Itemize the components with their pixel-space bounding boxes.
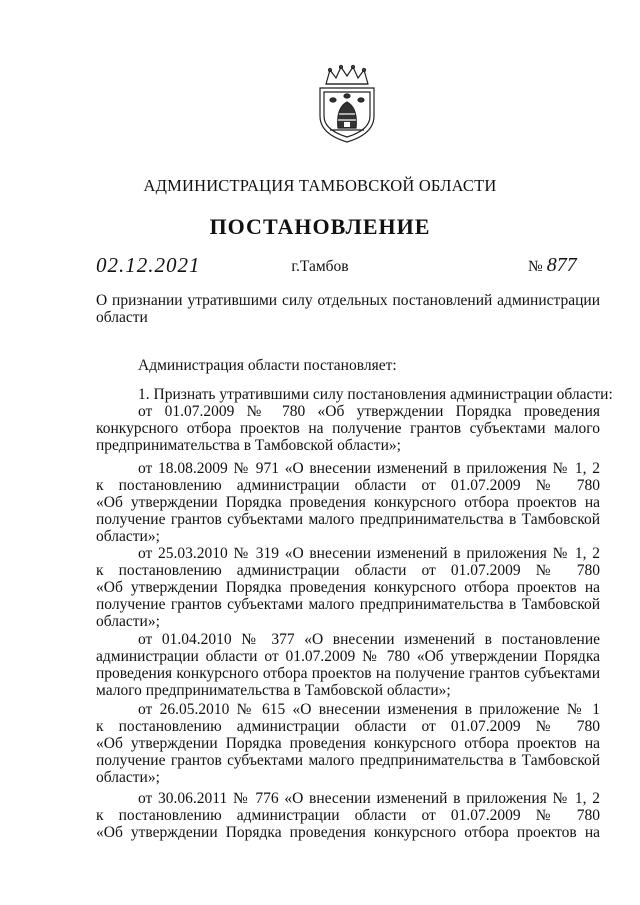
- document-type: ПОСТАНОВЛЕНИЕ: [209, 214, 431, 239]
- body-line: от 26.05.2010 № 615 «О внесении изменения в приложение № 1: [138, 701, 600, 718]
- body-line: от 01.07.2009 № 780 «Об утверждении Порядка проведения: [138, 403, 600, 420]
- body-line: от 01.04.2010 № 377 «О внесении изменений в постановление: [138, 631, 600, 648]
- coat-of-arms-icon: [314, 64, 380, 144]
- body-line: области»;: [96, 528, 160, 545]
- body-line: предпринимательства в Тамбовской области»;: [96, 437, 401, 454]
- body-line: малого предпринимательства в Тамбовской области»;: [96, 682, 451, 699]
- body-line: проведения конкурсного отбора проектов на получение грантов субъектами: [96, 665, 600, 682]
- number-value: 877: [546, 254, 577, 276]
- body-line: администрации области от 01.07.2009 № 780 «Об утверждении Порядка: [96, 648, 600, 665]
- title-line-2: области: [96, 309, 148, 326]
- body-line: «Об утверждении Порядка проведения конкурсного отбора проектов на: [96, 735, 600, 752]
- body-line: 1. Признать утратившими силу постановления администрации области:: [138, 386, 613, 403]
- body-line: «Об утверждении Порядка проведения конкурсного отбора проектов на: [96, 824, 600, 841]
- body-line: к постановлению администрации области от 01.07.2009 № 780: [96, 562, 600, 579]
- title-line-1: О признании утратившими силу отдельных постановлений администрации: [96, 292, 600, 309]
- intro-text: Администрация области постановляет:: [138, 357, 397, 374]
- document-number: [528, 254, 577, 277]
- organization-name: АДМИНИСТРАЦИЯ ТАМБОВСКОЙ ОБЛАСТИ: [143, 176, 497, 195]
- document-date: 02.12.2021: [96, 253, 201, 277]
- body-line: конкурсного отбора проектов на получение грантов субъектами малого: [96, 420, 600, 437]
- document-city: г.Тамбов: [291, 258, 349, 275]
- body-line: «Об утверждении Порядка проведения конкурсного отбора проектов на: [96, 579, 600, 596]
- body-line: области»;: [96, 613, 160, 630]
- body-line: получение грантов субъектами малого предпринимательства в Тамбовской: [96, 752, 600, 769]
- body-line: «Об утверждении Порядка проведения конкурсного отбора проектов на: [96, 494, 600, 511]
- body-line: к постановлению администрации области от 01.07.2009 № 780: [96, 718, 600, 735]
- body-line: получение грантов субъектами малого предпринимательства в Тамбовской: [96, 596, 600, 613]
- body-line: от 25.03.2010 № 319 «О внесении изменений в приложения № 1, 2: [138, 545, 600, 562]
- number-sign: №: [528, 258, 543, 275]
- body-line: от 30.06.2011 № 776 «О внесении изменений в приложения № 1, 2: [138, 790, 600, 807]
- body-line: области»;: [96, 769, 160, 786]
- body-line: к постановлению администрации области от 01.07.2009 № 780: [96, 807, 600, 824]
- body-line: к постановлению администрации области от 01.07.2009 № 780: [96, 477, 600, 494]
- body-line: от 18.08.2009 № 971 «О внесении изменений в приложения № 1, 2: [138, 460, 600, 477]
- body-line: получение грантов субъектами малого предпринимательства в Тамбовской: [96, 511, 600, 528]
